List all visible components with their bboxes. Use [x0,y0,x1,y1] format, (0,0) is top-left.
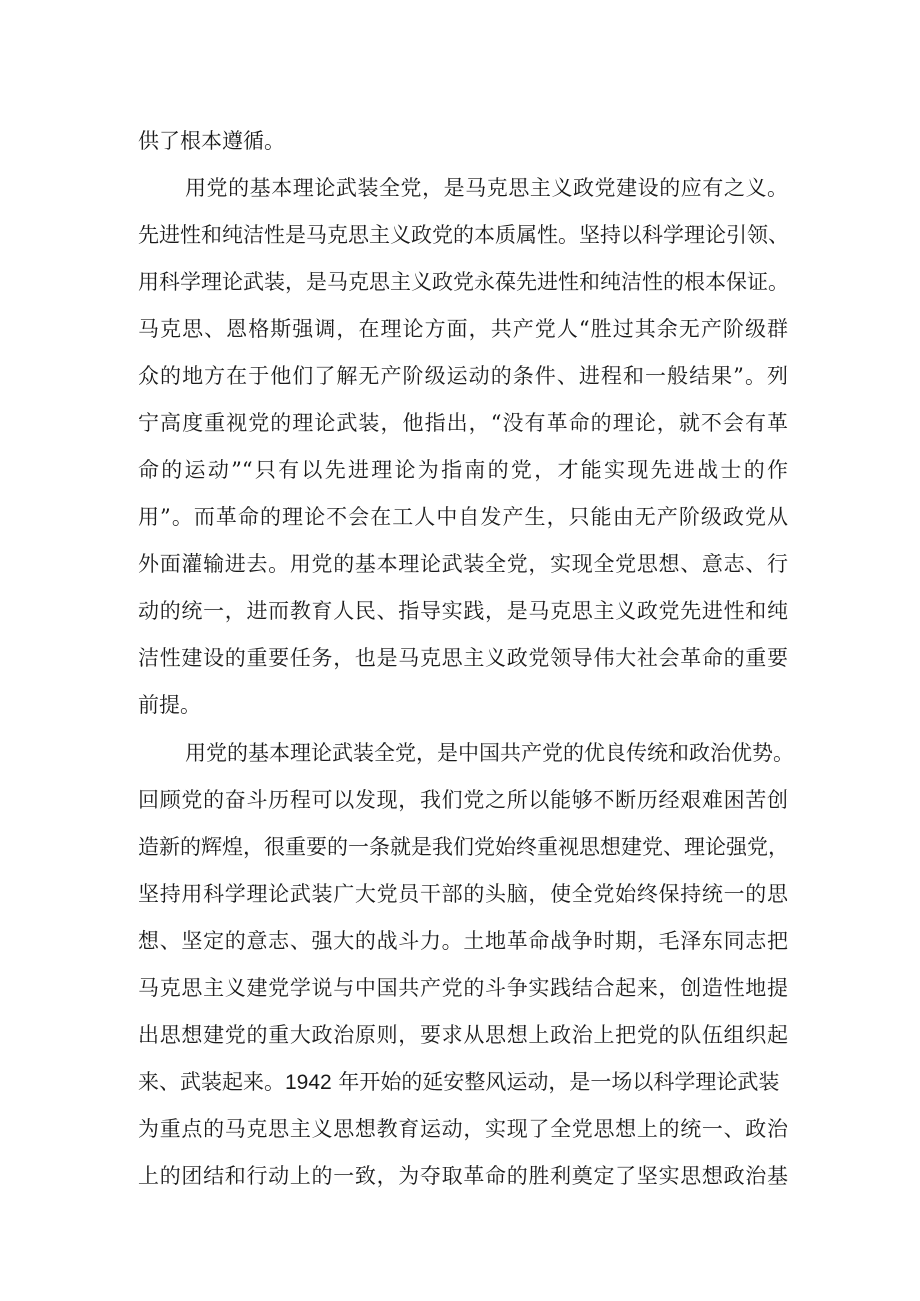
text-line: 外面灌输进去。用党的基本理论武装全党，实现全党思想、意志、行 [138,552,788,576]
text-line: 用”。而革命的理论不会在工人中自发产生，只能由无产阶级政党从 [138,505,788,529]
text-line: 造新的辉煌，很重要的一条就是我们党始终重视思想建党、理论强党， [138,835,789,859]
text-line: 马克思主义建党学说与中国共产党的斗争实践结合起来，创造性地提 [138,976,788,1000]
text-line: 用党的基本理论武装全党，是中国共产党的优良传统和政治优势。 [185,741,794,765]
text-line: 想、坚定的意志、强大的战斗力。土地革命战争时期，毛泽东同志把 [138,929,788,953]
text-line: 用科学理论武装，是马克思主义政党永葆先进性和纯洁性的根本保证。 [138,270,789,294]
text-line: 用党的基本理论武装全党，是马克思主义政党建设的应有之义。 [185,176,788,200]
text-line: 先进性和纯洁性是马克思主义政党的本质属性。坚持以科学理论引领、 [138,223,789,247]
text-line: 回顾党的奋斗历程可以发现，我们党之所以能够不断历经艰难困苦创 [138,788,788,812]
text-line: 马克思、恩格斯强调，在理论方面，共产党人“胜过其余无产阶级群 [138,317,788,341]
text-line: 洁性建设的重要任务，也是马克思主义政党领导伟大社会革命的重要 [138,646,788,670]
text-line: 供了根本遵循。 [138,129,285,153]
text-line: 上的团结和行动上的一致，为夺取革命的胜利奠定了坚实思想政治基 [138,1164,788,1188]
text-line: 为重点的马克思主义思想教育运动，实现了全党思想上的统一、政治 [138,1117,788,1141]
text-segment: 年开始的延安整风运动，是一场以科学理论武装 [338,1070,780,1094]
text-line: 动的统一，进而教育人民、指导实践，是马克思主义政党先进性和纯 [138,599,788,623]
text-line-mixed [138,1066,788,1098]
text-line: 坚持用科学理论武装广大党员干部的头脑，使全党始终保持统一的思 [138,882,788,906]
text-segment: 来、武装起来。 [138,1070,285,1094]
text-line: 出思想建党的重大政治原则，要求从思想上政治上把党的队伍组织起 [138,1023,788,1047]
text-line: 宁高度重视党的理论武装，他指出，“没有革命的理论，就不会有革 [138,411,788,435]
year-number: 1942 [285,1071,332,1094]
text-line: 命的运动”“只有以先进理论为指南的党，才能实现先进战士的作 [138,458,788,482]
text-line: 众的地方在于他们了解无产阶级运动的条件、进程和一般结果”。列 [138,364,788,388]
text-line: 前提。 [138,693,201,717]
